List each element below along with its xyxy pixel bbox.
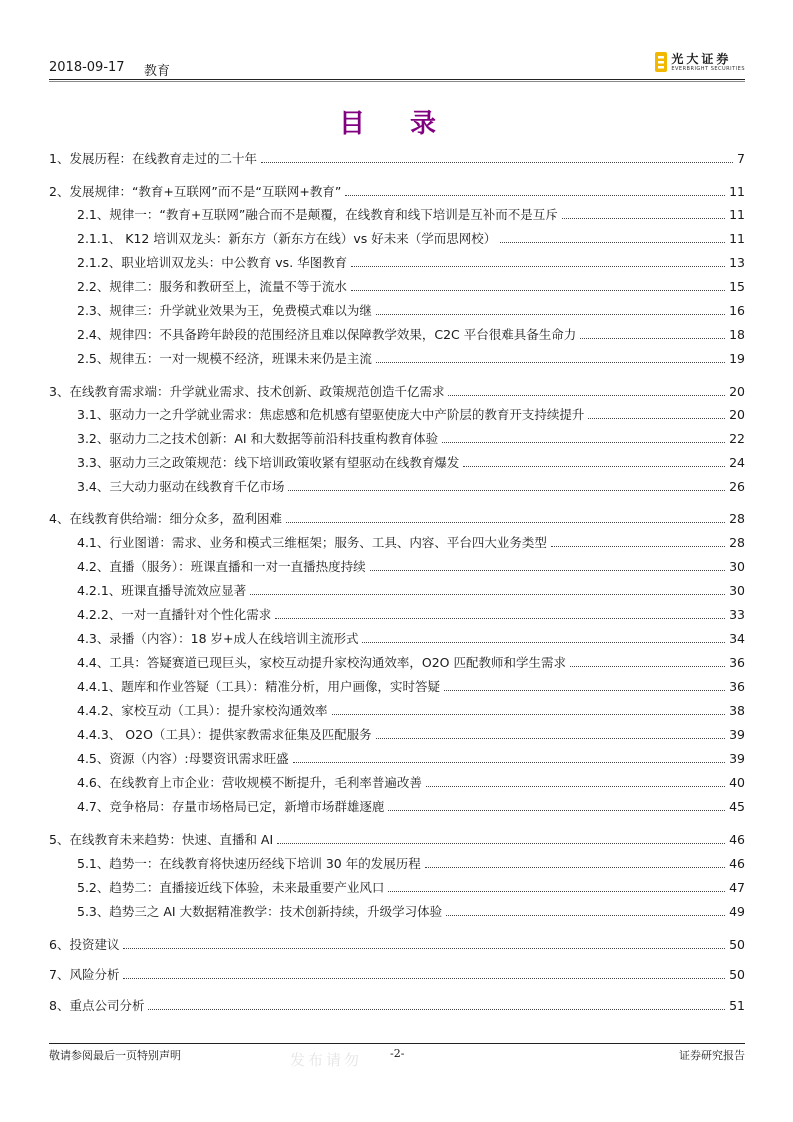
header-divider-thin (49, 81, 745, 82)
toc-entry-page: 18 (729, 327, 745, 342)
toc-entry-page: 20 (729, 407, 745, 422)
toc-entry-page: 30 (729, 583, 745, 598)
toc-dot-leader (293, 752, 726, 763)
toc-entry-page: 39 (729, 727, 745, 742)
logo-english-name: EVERBRIGHT SECURITIES (671, 66, 745, 72)
toc-entry-label: 5.2、趋势二：直播接近线下体验，未来最重要产业风口 (77, 880, 385, 895)
report-sector: 教育 (144, 64, 171, 79)
toc-entry-label: 3.4、三大动力驱动在线教育千亿市场 (77, 479, 285, 494)
toc-entry-page: 30 (729, 559, 745, 574)
toc-dot-leader (351, 256, 725, 267)
toc-dot-leader (551, 536, 725, 547)
toc-entry[interactable] (77, 206, 745, 224)
toc-dot-leader (388, 800, 725, 811)
toc-dot-leader (442, 432, 725, 443)
toc-entry-page: 49 (729, 904, 745, 919)
toc-entry-label: 6、投资建议 (49, 937, 120, 952)
toc-title: 目 录 (338, 109, 455, 139)
toc-dot-leader (446, 905, 725, 916)
toc-entry[interactable] (77, 750, 745, 768)
disclaimer-note: 敬请参阅最后一页特别声明 (49, 1049, 181, 1062)
toc-entry[interactable] (77, 774, 745, 792)
toc-entry-page: 28 (729, 535, 745, 550)
toc-entry[interactable] (77, 903, 745, 921)
toc-entry[interactable] (77, 855, 745, 873)
toc-dot-leader (376, 304, 725, 315)
toc-entry-label: 4.4.3、 O2O（工具）：提供家教需求征集及匹配服务 (77, 727, 372, 742)
toc-dot-leader (277, 833, 725, 844)
toc-dot-leader (376, 352, 725, 363)
toc-entry[interactable] (77, 278, 745, 296)
toc-entry-page: 46 (729, 856, 745, 871)
toc-dot-leader (444, 680, 725, 691)
toc-entry-label: 3.2、驱动力二之技术创新：AI 和大数据等前沿科技重构教育体验 (77, 431, 439, 446)
toc-entry[interactable] (77, 678, 745, 696)
toc-entry[interactable] (77, 254, 745, 272)
toc-entry-page: 7 (737, 151, 745, 166)
toc-dot-leader (332, 704, 726, 715)
toc-entry-page: 13 (729, 255, 745, 270)
toc-entry-label: 4.6、在线教育上市企业：营收规模不断提升，毛利率普遍改善 (77, 775, 422, 790)
toc-entry[interactable] (77, 534, 745, 552)
toc-entry[interactable] (49, 183, 745, 201)
toc-entry-page: 24 (729, 455, 745, 470)
toc-entry[interactable] (77, 454, 745, 472)
toc-entry-page: 16 (729, 303, 745, 318)
toc-entry-page: 47 (729, 880, 745, 895)
toc-dot-leader (123, 968, 725, 979)
toc-entry-label: 2.1.1、 K12 培训双龙头：新东方（新东方在线）vs 好未来（学而思网校） (77, 231, 497, 246)
toc-entry-label: 4.1、行业图谱：需求、业务和模式三维框架；服务、工具、内容、平台四大业务类型 (77, 535, 547, 550)
toc-entry-page: 40 (729, 775, 745, 790)
toc-dot-leader (275, 608, 725, 619)
toc-entry-label: 4.3、录播（内容）：18 岁+成人在线培训主流形式 (77, 631, 359, 646)
toc-entry[interactable] (49, 510, 745, 528)
toc-dot-leader (588, 408, 725, 419)
toc-entry-page: 36 (729, 679, 745, 694)
toc-entry-page: 33 (729, 607, 745, 622)
toc-entry-label: 4.2.2、一对一直播针对个性化需求 (77, 607, 272, 622)
page-footer (49, 1047, 745, 1065)
toc-entry[interactable] (49, 966, 745, 984)
toc-dot-leader (426, 776, 725, 787)
toc-entry-label: 3.1、驱动力一之升学就业需求：焦虑感和危机感有望驱使庞大中产阶层的教育开支持续提升 (77, 407, 585, 422)
toc-entry-label: 2.4、规律四：不具备跨年龄段的范围经济且难以保障教学效果，C2C 平台很难具备生命力 (77, 327, 577, 342)
toc-dot-leader (288, 480, 725, 491)
toc-entry-page: 34 (729, 631, 745, 646)
toc-entry-page: 26 (729, 479, 745, 494)
toc-entry-page: 50 (729, 967, 745, 982)
toc-entry-page: 19 (729, 351, 745, 366)
toc-entry-page: 28 (729, 511, 745, 526)
page-number: -2- (390, 1047, 405, 1060)
toc-dot-leader (286, 512, 725, 523)
toc-entry[interactable] (77, 798, 745, 816)
toc-entry-label: 5.3、趋势三之 AI 大数据精准教学：技术创新持续，升级学习体验 (77, 904, 443, 919)
toc-entry-page: 50 (729, 937, 745, 952)
toc-dot-leader (148, 999, 725, 1010)
toc-dot-leader (261, 152, 733, 163)
toc-entry[interactable] (77, 606, 745, 624)
watermark: 发布请勿 (290, 1051, 363, 1069)
toc-dot-leader (362, 632, 725, 643)
toc-entry[interactable] (77, 350, 745, 368)
toc-entry-label: 8、重点公司分析 (49, 998, 145, 1013)
toc-entry[interactable] (77, 430, 745, 448)
company-logo (655, 52, 745, 76)
toc-entry-label: 4.2.1、班课直播导流效应显著 (77, 583, 247, 598)
toc-entry-page: 11 (729, 207, 745, 222)
toc-entry-page: 38 (729, 703, 745, 718)
toc-entry-page: 15 (729, 279, 745, 294)
toc-entry[interactable] (77, 726, 745, 744)
toc-entry-label: 4.5、资源（内容）:母婴资讯需求旺盛 (77, 751, 289, 766)
toc-entry-page: 20 (729, 384, 745, 399)
toc-entry-label: 4.7、竞争格局：存量市场格局已定，新增市场群雄逐鹿 (77, 799, 385, 814)
toc-entry-page: 46 (729, 832, 745, 847)
toc-entry-label: 5.1、趋势一：在线教育将快速历经线下培训 30 年的发展历程 (77, 856, 421, 871)
toc-entry[interactable] (49, 936, 745, 954)
toc-dot-leader (580, 328, 725, 339)
toc-entry[interactable] (77, 879, 745, 897)
toc-entry-page: 11 (729, 184, 745, 199)
toc-dot-leader (345, 185, 725, 196)
toc-entry-label: 4.4、工具：答疑赛道已现巨头，家校互动提升家校沟通效率，O2O 匹配教师和学生需求 (77, 655, 566, 670)
toc-entry-label: 1、发展历程：在线教育走过的二十年 (49, 151, 257, 166)
toc-dot-leader (425, 857, 725, 868)
toc-entry-label: 4、在线教育供给端：细分众多，盈利困难 (49, 511, 282, 526)
logo-mark-icon (655, 52, 667, 72)
toc-entry-label: 3.3、驱动力三之政策规范：线下培训政策收紧有望驱动在线教育爆发 (77, 455, 460, 470)
toc-dot-leader (250, 584, 725, 595)
toc-entry-label: 2、发展规律：“教育+互联网”而不是“互联网+教育” (49, 184, 342, 199)
toc-entry[interactable] (77, 302, 745, 320)
toc-entry[interactable] (77, 406, 745, 424)
toc-entry-label: 2.5、规律五：一对一规模不经济，班课未来仍是主流 (77, 351, 372, 366)
toc-entry-label: 4.4.2、家校互动（工具）：提升家校沟通效率 (77, 703, 328, 718)
toc-dot-leader (570, 656, 725, 667)
toc-dot-leader (351, 280, 725, 291)
toc-entry-page: 11 (729, 231, 745, 246)
toc-entry-page: 45 (729, 799, 745, 814)
toc-entry[interactable] (49, 831, 745, 849)
toc-entry-label: 4.4.1、题库和作业答疑（工具）：精准分析，用户画像，实时答疑 (77, 679, 441, 694)
toc-entry[interactable] (49, 997, 745, 1015)
toc-dot-leader (123, 938, 725, 949)
toc-entry[interactable] (77, 654, 745, 672)
toc-entry-page: 51 (729, 998, 745, 1013)
toc-dot-leader (500, 232, 725, 243)
logo-chinese-name: 光大证券 (671, 52, 732, 66)
toc-entry[interactable] (77, 230, 745, 248)
toc-entry[interactable] (49, 150, 745, 168)
toc-entry[interactable] (49, 383, 745, 401)
toc-entry-page: 39 (729, 751, 745, 766)
toc-dot-leader (463, 456, 725, 467)
page-header (49, 52, 745, 80)
toc-entry-label: 4.2、直播（服务）：班课直播和一对一直播热度持续 (77, 559, 366, 574)
toc-entry-label: 2.1、规律一：“教育+互联网”融合而不是颠覆，在线教育和线下培训是互补而不是互斥 (77, 207, 558, 222)
toc-entry-page: 22 (729, 431, 745, 446)
toc-dot-leader (562, 208, 725, 219)
header-divider (49, 79, 745, 80)
toc-entry-page: 36 (729, 655, 745, 670)
toc-entry-label: 5、在线教育未来趋势：快速、直播和 AI (49, 832, 274, 847)
toc-dot-leader (370, 560, 725, 571)
toc-entry-label: 7、风险分析 (49, 967, 120, 982)
footer-divider (49, 1043, 745, 1044)
toc-entry-label: 2.1.2、职业培训双龙头：中公教育 vs. 华图教育 (77, 255, 348, 270)
toc-entry[interactable] (77, 558, 745, 576)
toc-entry-label: 2.3、规律三：升学就业效果为王，免费模式难以为继 (77, 303, 372, 318)
report-date: 2018-09-17 (49, 60, 125, 75)
toc-entry[interactable] (77, 326, 745, 344)
toc-dot-leader (388, 881, 725, 892)
toc-entry[interactable] (77, 702, 745, 720)
toc-entry[interactable] (77, 630, 745, 648)
toc-dot-leader (376, 728, 725, 739)
toc-entry-label: 2.2、规律二：服务和教研至上，流量不等于流水 (77, 279, 347, 294)
toc-entry-label: 3、在线教育需求端：升学就业需求、技术创新、政策规范创造千亿需求 (49, 384, 445, 399)
toc-dot-leader (448, 385, 725, 396)
toc-entry[interactable] (77, 582, 745, 600)
toc-entry[interactable] (77, 478, 745, 496)
report-type: 证券研究报告 (679, 1049, 745, 1062)
